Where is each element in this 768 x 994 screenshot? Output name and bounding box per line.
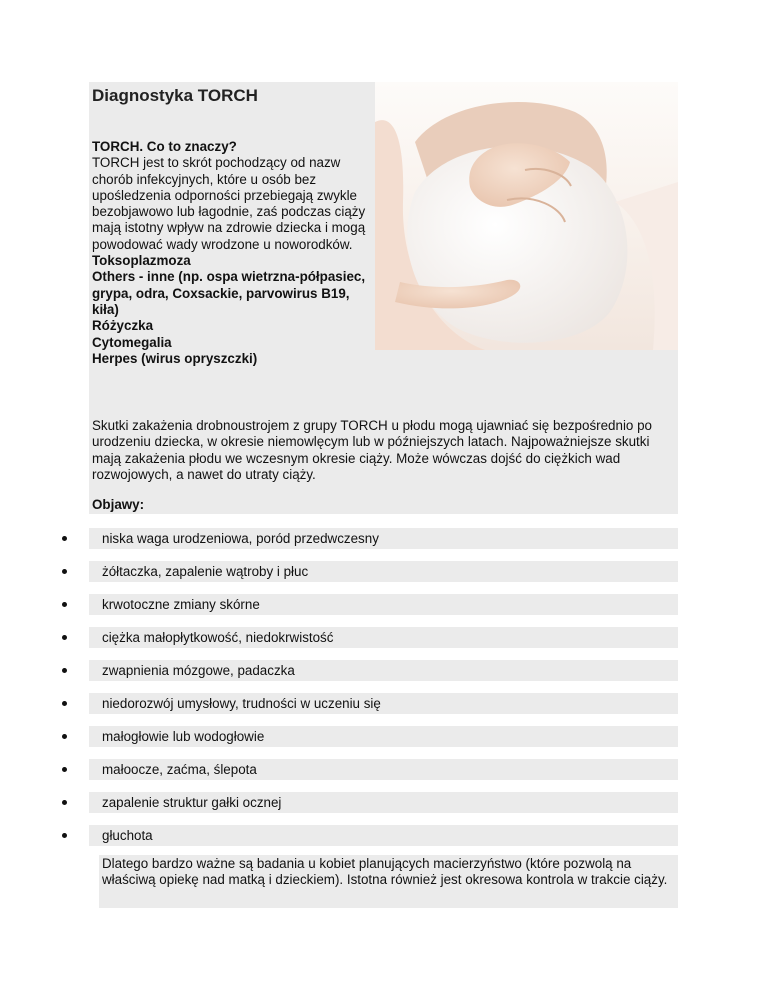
symptom-text: małogłowie lub wodogłowie (102, 729, 265, 744)
bullet-icon (62, 569, 67, 574)
symptom-text: zwapnienia mózgowe, padaczka (102, 663, 295, 678)
disease-herpes: Herpes (wirus opryszczki) (92, 350, 258, 366)
disease-others: Others - inne (np. ospa wietrzna-półpasiec, grypa, odra, Coxsackie, parvowirus B19, kiła) (92, 269, 366, 317)
symptom-text: ciężka małopłytkowość, niedokrwistość (102, 630, 334, 645)
disease-rubella: Różyczka (92, 318, 154, 334)
list-item (89, 825, 678, 846)
symptom-text: niska waga urodzeniowa, poród przedwczesny (102, 531, 379, 546)
pregnant-woman-photo (375, 82, 678, 350)
symptom-text: krwotoczne zmiany skórne (102, 597, 260, 612)
effects-paragraph: Skutki zakażenia drobnoustrojem z grupy TORCH u płodu mogą ujawniać się bezpośrednio po urodzeniu dziecka, w okresie niemowlęcym lub w późniejszych latach. Najpoważniejsze skutki mają zakażenia płodu we wczesnym okresie ciąży. Może wówczas dojść do ciężkich wad rozwojowych, a nawet do utraty ciąży. (92, 418, 652, 482)
bullet-icon (62, 767, 67, 772)
bullet-icon (62, 800, 67, 805)
page-title: Diagnostyka TORCH (92, 86, 258, 105)
bullet-icon (62, 668, 67, 673)
bullet-icon (62, 635, 67, 640)
symptom-text: małoocze, zaćma, ślepota (102, 762, 257, 777)
symptom-text: zapalenie struktur gałki ocznej (102, 795, 282, 810)
final-paragraph: Dlatego bardzo ważne są badania u kobiet planujących macierzyństwo (które pozwolą na właściwą opiekę nad matką i dzieckiem). Istotna również jest okresowa kontrola w trakcie ciąży. (102, 856, 668, 888)
disease-toxoplasmosis: Toksoplazmoza (92, 253, 191, 269)
intro-question: TORCH. Co to znaczy? (92, 139, 237, 154)
bullet-icon (62, 734, 67, 739)
bullet-icon (62, 833, 67, 838)
bullet-icon (62, 602, 67, 607)
symptoms-heading: Objawy: (92, 497, 145, 512)
pregnant-woman-illustration (375, 82, 678, 350)
bullet-icon (62, 701, 67, 706)
symptom-text: niedorozwój umysłowy, trudności w uczeniu się (102, 696, 381, 711)
symptom-text: żółtaczka, zapalenie wątroby i płuc (102, 564, 309, 579)
disease-cytomegalovirus: Cytomegalia (92, 334, 172, 350)
intro-text: TORCH jest to skrót pochodzący od nazw chorób infekcyjnych, które u osób bez upośledzenia odporności przebiegają zwykle bezobjawowo lub łagodnie, zaś podczas ciąży mają istotny wpływ na zdrowie dziecka i mogą powodować wady wrodzone u noworodków. (92, 155, 366, 252)
intro-section (92, 139, 380, 367)
symptom-text: głuchota (102, 828, 153, 843)
bullet-icon (62, 536, 67, 541)
